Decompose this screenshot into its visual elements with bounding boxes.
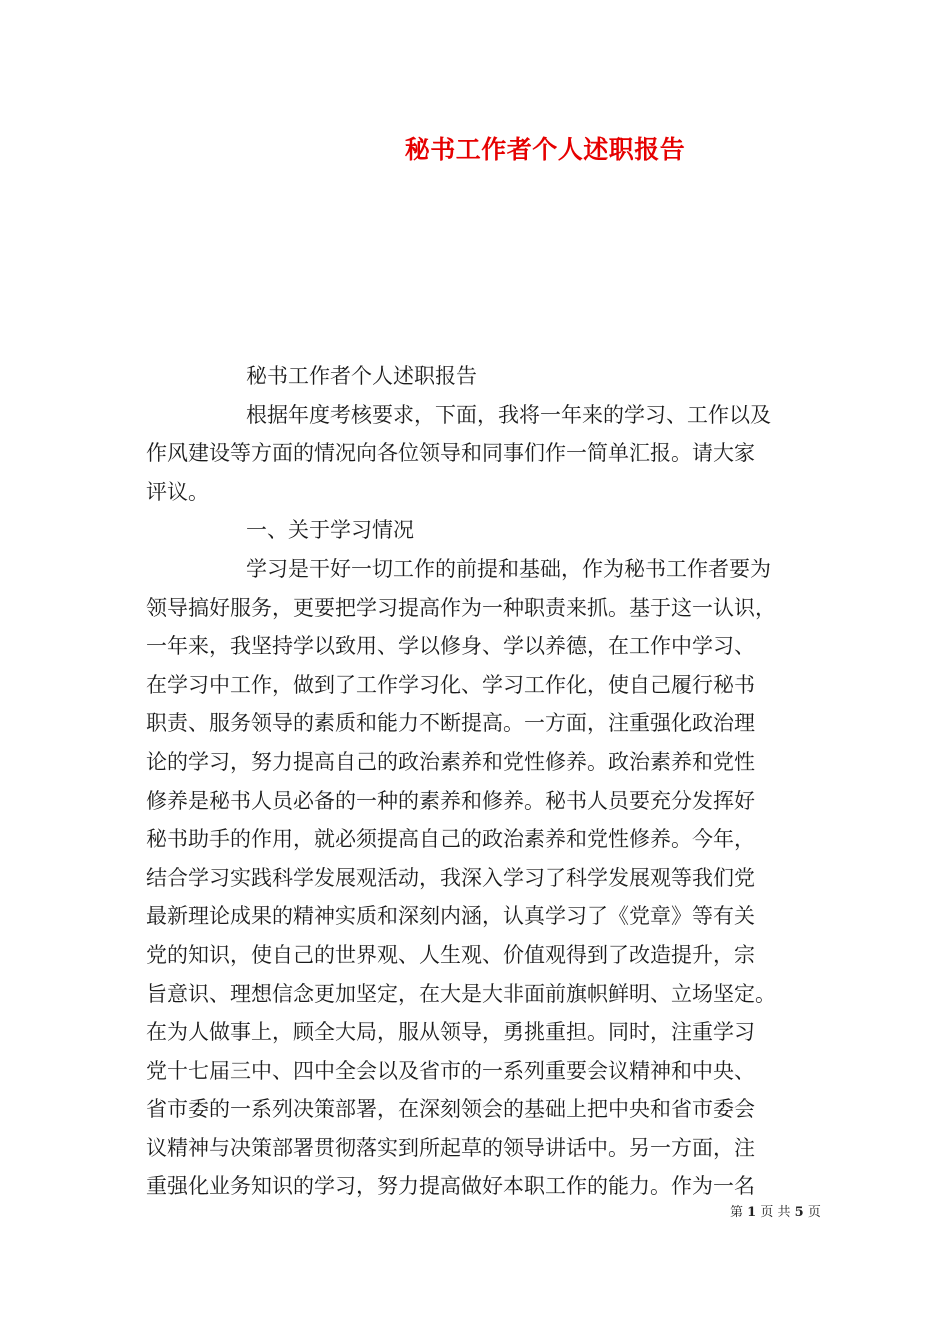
body-line: 最新理论成果的精神实质和深刻内涵，认真学习了《党章》等有关 xyxy=(146,904,755,929)
body-line: 根据年度考核要求，下面，我将一年来的学习、工作以及 xyxy=(246,402,771,427)
body-line: 省市委的一系列决策部署，在深刻领会的基础上把中央和省市委会 xyxy=(146,1097,755,1122)
body-line: 秘书工作者个人述职报告 xyxy=(246,364,477,388)
body-line: 论的学习，努力提高自己的政治素养和党性修养。政治素养和党性 xyxy=(146,749,755,774)
body-line: 评议。 xyxy=(146,479,209,504)
body-line: 学习是干好一切工作的前提和基础，作为秘书工作者要为 xyxy=(246,556,771,581)
body-line: 重强化业务知识的学习，努力提高做好本职工作的能力。作为一名 xyxy=(146,1174,755,1199)
body-line: 领导搞好服务，更要把学习提高作为一种职责来抓。基于这一认识， xyxy=(146,595,776,620)
document-body xyxy=(146,357,810,1206)
body-line: 职责、服务领导的素质和能力不断提高。一方面，注重强化政治理 xyxy=(146,711,755,736)
body-line: 一、关于学习情况 xyxy=(246,518,414,543)
body-line: 党的知识，使自己的世界观、人生观、价值观得到了改造提升，宗 xyxy=(146,942,755,967)
body-line: 结合学习实践科学发展观活动，我深入学习了科学发展观等我们党 xyxy=(146,865,755,890)
footer-suffix: 页 xyxy=(807,1205,821,1220)
body-line: 作风建设等方面的情况向各位领导和同事们作一简单汇报。请大家 xyxy=(146,441,755,466)
body-line: 旨意识、理想信念更加坚定，在大是大非面前旗帜鲜明、立场坚定。 xyxy=(146,981,776,1006)
page-number-footer xyxy=(730,1203,821,1223)
body-line: 党十七届三中、四中全会以及省市的一系列重要会议精神和中央、 xyxy=(146,1058,755,1083)
body-line: 在学习中工作，做到了工作学习化、学习工作化，使自己履行秘书 xyxy=(146,672,755,697)
footer-total-pages: 5 xyxy=(794,1205,804,1220)
body-line: 修养是秘书人员必备的一种的素养和修养。秘书人员要充分发挥好 xyxy=(146,788,755,813)
body-line: 一年来，我坚持学以致用、学以修身、学以养德，在工作中学习、 xyxy=(146,634,755,659)
body-line: 在为人做事上，顾全大局，服从领导，勇挑重担。同时，注重学习 xyxy=(146,1020,755,1045)
footer-current-page: 1 xyxy=(747,1205,757,1220)
document-title: 秘书工作者个人述职报告 xyxy=(404,135,686,164)
body-line: 秘书助手的作用，就必须提高自己的政治素养和党性修养。今年， xyxy=(146,827,755,852)
footer-prefix: 第 xyxy=(730,1205,744,1220)
footer-middle: 页 共 xyxy=(760,1205,791,1220)
body-line: 议精神与决策部署贯彻落实到所起草的领导讲话中。另一方面，注 xyxy=(146,1135,755,1160)
